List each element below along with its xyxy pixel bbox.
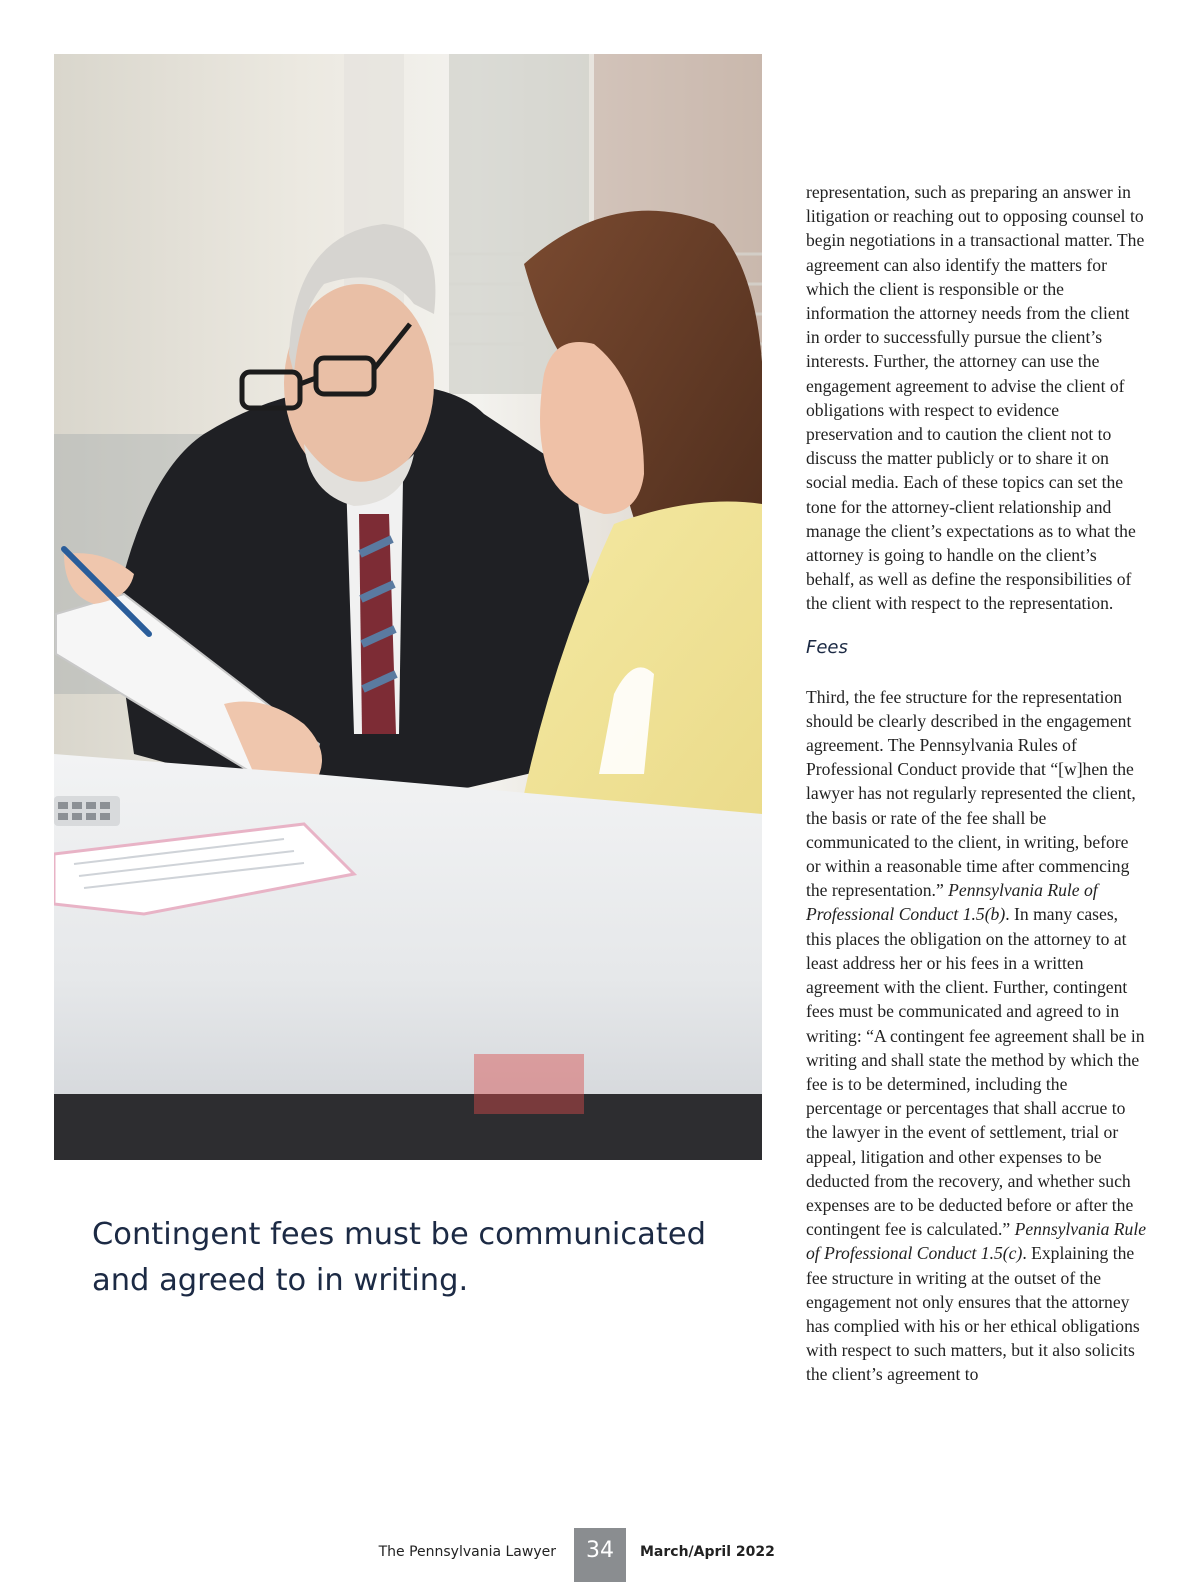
paragraph-text: Third, the fee structure for the representation should be clearly described in the engagement agreement. The Pennsylvania Rules of Professional Conduct provide that “[w]hen the lawyer has not regularly represented the client, the basis or rate of the fee shall be communicated to the client, in writing, before or within a reasonable time after commencing the representation.”: [806, 686, 1136, 901]
page-number: 34: [574, 1528, 626, 1582]
publication-name: The Pennsylvania Lawyer: [378, 1544, 556, 1560]
page-footer: [0, 1528, 1200, 1582]
rule-citation: Pennsylvania Rule of Professional Conduct 1.5(b): [806, 880, 1098, 925]
article-photo: [54, 54, 762, 1160]
article-column: [806, 180, 1146, 1387]
article-paragraph: representation, such as preparing an answer in litigation or reaching out to opposing counsel to begin negotiations in a transactional matter. The agreement can also identify the matters for which the client is responsible or the information the attorney needs from the client in order to successfully pursue the client’s interests. Further, the attorney can use the engagement agreement to advise the client of obligations with respect to evidence preservation and to caution the client not to discuss the matter publicly or to share it on social media. Each of these topics can set the tone for the attorney-client relationship and manage the client’s expectations as to what the attorney is going to handle on the client’s behalf, as well as define the responsibilities of the client with respect to the representation.: [806, 182, 1145, 614]
article-paragraph: [806, 685, 1146, 1387]
issue-date: March/April 2022: [640, 1544, 775, 1560]
paragraph-text: . In many cases, this places the obligation on the attorney to at least address her or his fees in a written agreement with the client. Further, contingent fees must be communicated and agreed to in writing: “A contingent fee agreement shall be in writing and shall state the method by which the fee is to be determined, including the percentage or percentages that shall accrue to the lawyer in the event of settlement, trial or appeal, litigation and other expenses to be deducted from the recovery, and whether such expenses are to be deducted before or after the contingent fee is calculated.”: [806, 904, 1145, 1240]
paragraph-text: . Explaining the fee structure in writing at the outset of the engagement not only ensures that the attorney has complied with his or her ethical obligations with respect to such matters, but it also solicits the client’s agreement to: [806, 1243, 1140, 1385]
pull-quote: Contingent fees must be communicated and agreed to in writing.: [92, 1217, 706, 1298]
rule-citation: Pennsylvania Rule of Professional Conduct 1.5(c): [806, 1219, 1147, 1264]
section-heading-fees: Fees: [806, 636, 848, 658]
